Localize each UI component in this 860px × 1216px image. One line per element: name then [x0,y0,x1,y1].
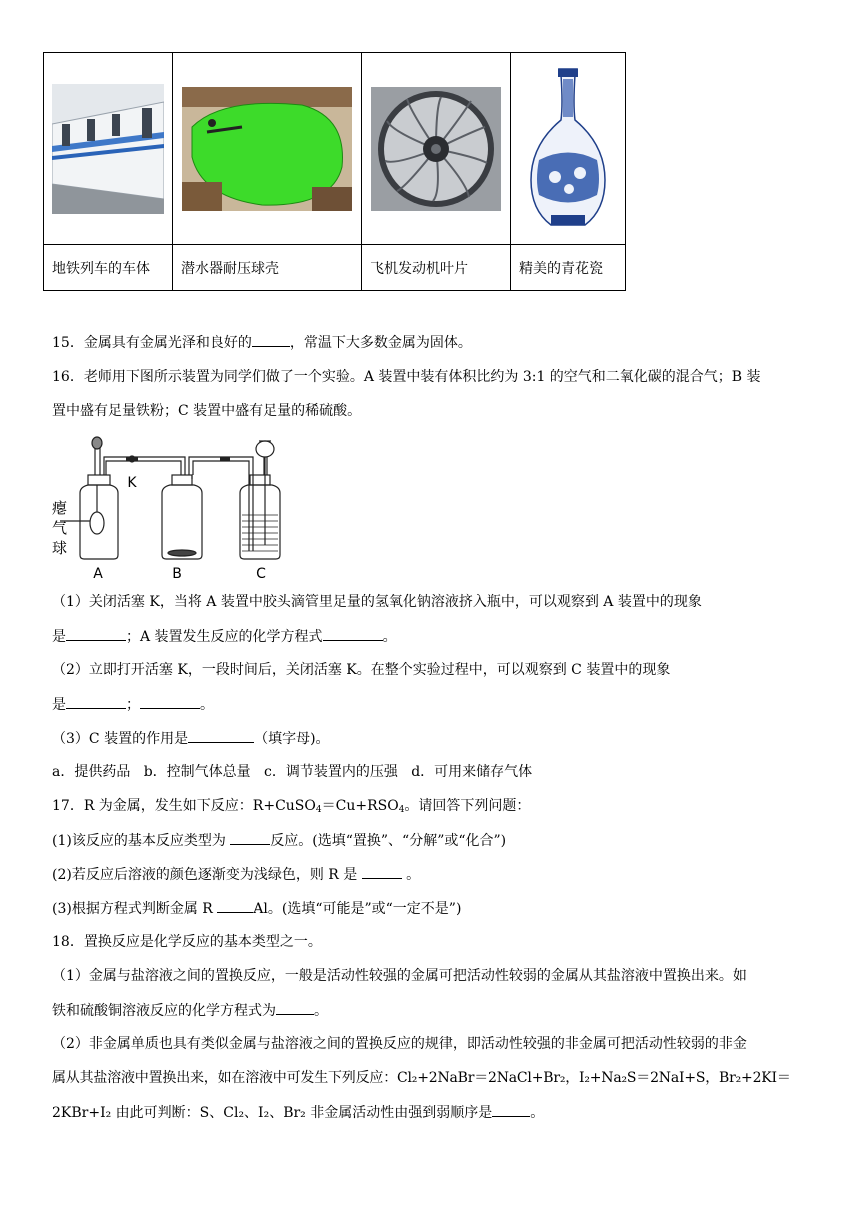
engine-image-cell [362,53,511,245]
label-c: C [256,566,266,582]
caption-porcelain: 精美的青花瓷 [511,245,626,291]
caption-train: 地铁列车的车体 [44,245,173,291]
subway-train-image [52,84,164,214]
q16-p2-line1: （2）立即打开活塞 K，一段时间后，关闭活塞 K。在整个实验过程中，可以观察到 C 装置中的现象 [52,662,671,678]
q17-p2: (2)若反应后溶液的颜色逐渐变为浅绿色，则 R 是 。 [52,864,820,885]
submersible-image-cell [173,53,362,245]
q18-p1-line2: 铁和硫酸铜溶液反应的化学方程式为 。 [52,1000,820,1021]
submersible-image [182,87,352,211]
q16-p1-line2: 是 ；A 装置发生反应的化学方程式 。 [52,626,820,647]
q17-stem: 17．R 为金属，发生如下反应：$R+CuSO_4=Cu+RSO_4$。请回答下列问题： [52,798,531,815]
label-a: A [93,566,103,582]
q16-p2-blank2[interactable] [140,694,200,709]
balloon-label-1: 瘪 [52,499,68,517]
balloon-label-3: 球 [52,539,68,557]
q16-p2-line2: 是 ； 。 [52,694,820,715]
q16-p3-line: （3）C 装置的作用是 （填字母)。 [52,728,820,749]
q16-p1-blank2[interactable] [323,626,383,641]
porcelain-image-cell [511,53,626,245]
q17-p3: (3)根据方程式判断金属 R Al。(选填“可能是”或“一定不是”) [52,898,820,919]
caption-submersible: 潜水器耐压球壳 [173,245,362,291]
q16-stem-line1: 16．老师用下图所示装置为同学们做了一个实验。A 装置中装有体积比约为 3:1 的空气和二氧化碳的混合气；B 装 [52,369,761,385]
q16-p3-blank[interactable] [188,728,254,743]
q18-p2-blank[interactable] [492,1102,530,1117]
q18-stem: 18．置换反应是化学反应的基本类型之一。 [52,934,322,950]
balloon-label-2: 气 [52,519,68,537]
q18-p1-line1: （1）金属与盐溶液之间的置换反应，一般是活动性较强的金属可把活动性较弱的金属从其盐溶液中置换出来。如 [52,968,747,984]
q16-p1-blank1[interactable] [66,626,126,641]
q18-p2-line1: （2）非金属单质也具有类似金属与盐溶液之间的置换反应的规律，即活动性较强的非金属可把活动性较弱的非金 [52,1036,747,1052]
engine-blade-image [371,87,501,211]
q15-line: 15．金属具有金属光泽和良好的 ，常温下大多数金属为固体。 [52,332,820,353]
q18-p1-blank[interactable] [276,1000,314,1015]
q16-p1-line1: （1）关闭活塞 K，当将 A 装置中胶头滴管里足量的氢氧化钠溶液挤入瓶中，可以观察到 A 装置中的现象 [52,594,702,610]
label-b: B [172,566,182,582]
train-image-cell [44,53,173,245]
q17-p2-blank[interactable] [362,864,402,879]
blue-white-porcelain-image [525,65,611,233]
q15-blank[interactable] [252,332,290,347]
q17-p1: (1)该反应的基本反应类型为 反应。(选填“置换”、“分解”或“化合”) [52,830,820,851]
q16-p2-blank1[interactable] [66,694,126,709]
q16-options: a．提供药品 b．控制气体总量 c．调节装置内的压强 d．可用来储存气体 [52,764,533,780]
q17-p3-blank[interactable] [217,898,253,913]
apparatus-diagram [50,435,290,585]
q17-p1-blank[interactable] [230,830,270,845]
material-table [43,52,626,291]
q18-p2-line3: 2KBr+I₂ 由此可判断：S、Cl₂、I₂、Br₂ 非金属活动性由强到弱顺序是 。 [52,1102,820,1123]
caption-engine: 飞机发动机叶片 [362,245,511,291]
q16-stem-line2: 置中盛有足量铁粉；C 装置中盛有足量的稀硫酸。 [52,403,362,419]
valve-label: K [127,475,137,491]
q18-p2-line2: 属从其盐溶液中置换出来，如在溶液中可发生下列反应：Cl₂+2NaBr＝2NaCl+Br₂，I₂+Na₂S＝2NaI+S，Br₂+2KI＝ [52,1070,791,1086]
